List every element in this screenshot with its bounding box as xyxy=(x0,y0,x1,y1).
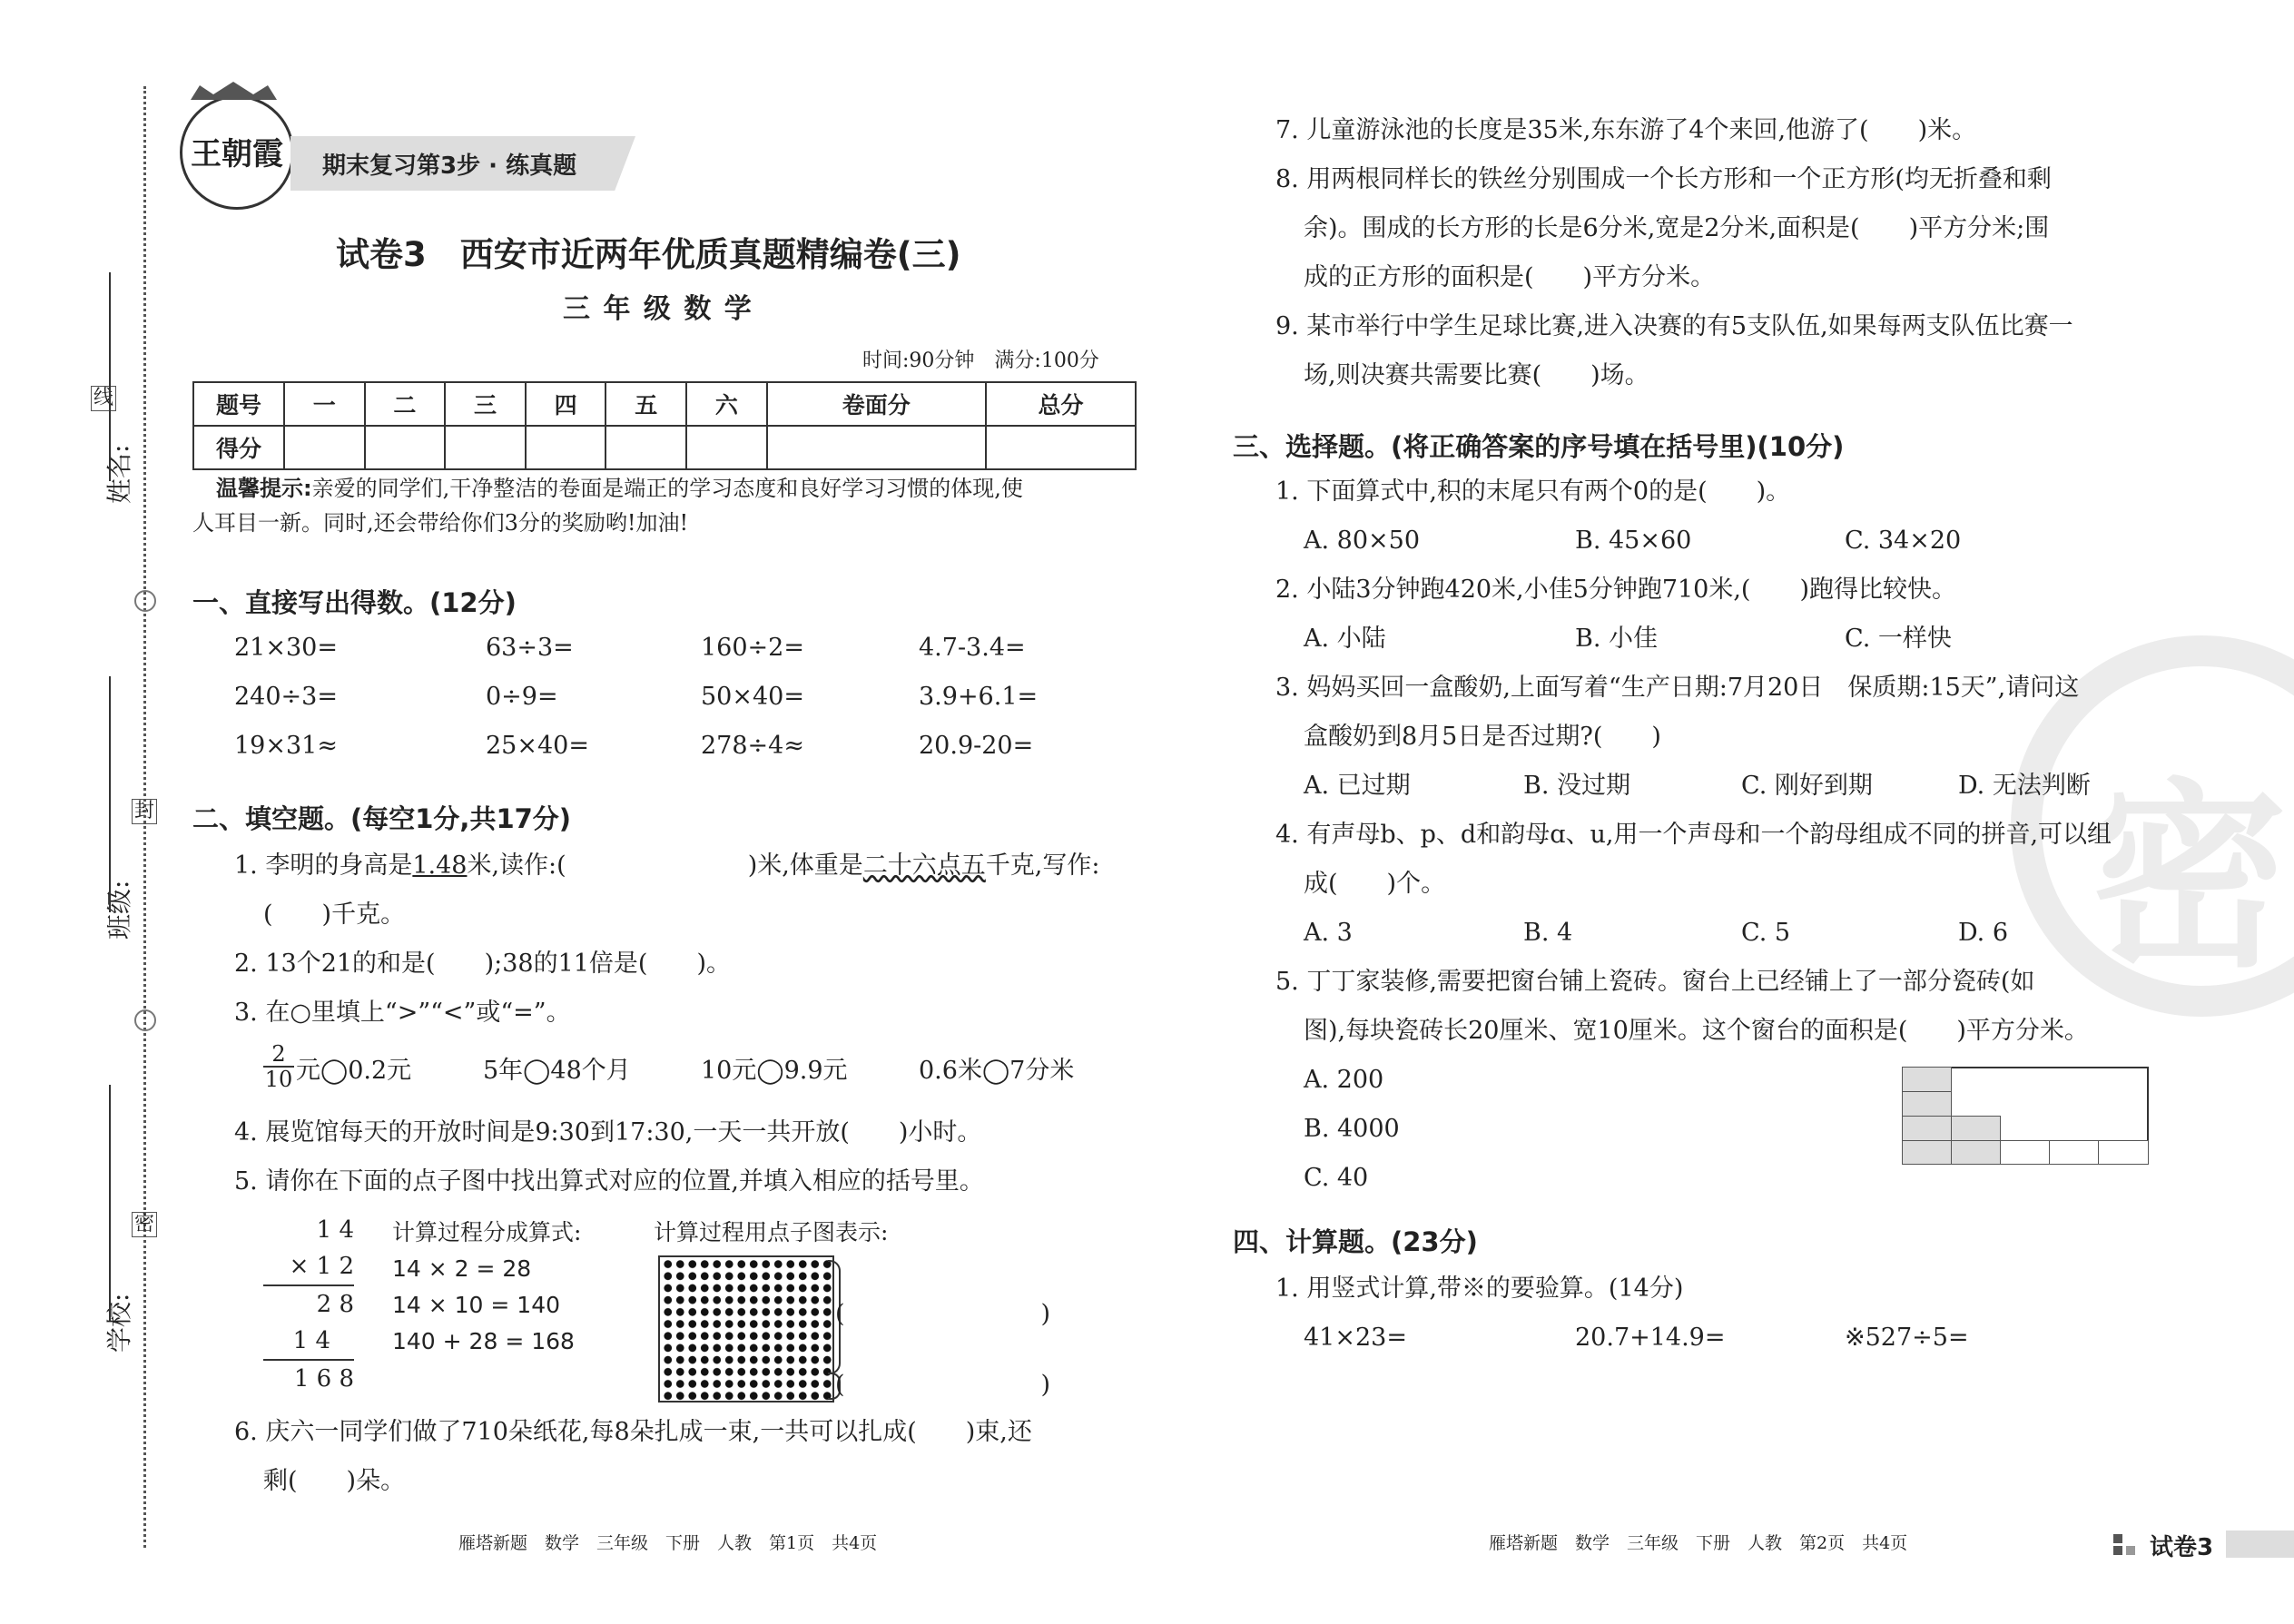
calc-item: 3.9+6.1= xyxy=(919,683,1039,711)
question-2-3: 3. 在○里填上“>”“<”或“=”。 xyxy=(234,999,571,1027)
table-cell: 卷面分 xyxy=(767,382,986,426)
tile xyxy=(2000,1140,2050,1165)
footer-tag-bar xyxy=(2226,1530,2294,1558)
vertical-line: 1 4 xyxy=(316,1216,354,1244)
section-4-title: 四、计算题。(23分) xyxy=(1233,1226,1478,1257)
question-2-8-cont: 余)。围成的长方形的长是6分米,宽是2分米,面积是( )平方分米;围 xyxy=(1304,214,2050,242)
tile xyxy=(1951,1116,2001,1141)
fraction-denominator: 10 xyxy=(264,1067,293,1092)
calc-item: 21×30= xyxy=(234,634,338,662)
score-input-cell[interactable] xyxy=(445,426,526,469)
class-field[interactable] xyxy=(109,676,111,912)
question-2-7: 7. 儿童游泳池的长度是35米,东东游了4个来回,他游了( )米。 xyxy=(1275,116,1977,144)
question-2-4: 4. 展览馆每天的开放时间是9:30到17:30,一天一共开放( )小时。 xyxy=(234,1118,982,1147)
dots-title: 计算过程用点子图表示: xyxy=(654,1219,889,1245)
binding-hole-icon xyxy=(134,1009,156,1031)
compare-item: 元◯0.2元 xyxy=(296,1057,412,1085)
table-cell: 得分 xyxy=(193,426,284,469)
tip-label: 温馨提示: xyxy=(216,476,312,501)
table-cell: 五 xyxy=(605,382,686,426)
option[interactable]: C. 刚好到期 xyxy=(1741,772,1873,800)
tip-line-2: 人耳目一新。同时,还会带给你们3分的奖励哟!加油! xyxy=(192,510,689,536)
question-2-6: 6. 庆六一同学们做了710朵纸花,每8朵扎成一束,一共可以扎成( )束,还 xyxy=(234,1418,1032,1446)
step-line: 14 × 2 = 28 xyxy=(392,1255,532,1282)
q-text: 米,读作:( xyxy=(467,851,566,880)
score-input-cell[interactable] xyxy=(526,426,606,469)
table-row xyxy=(193,426,1136,469)
tile xyxy=(1951,1140,2001,1165)
step-line: 140 + 28 = 168 xyxy=(392,1328,575,1354)
question-2-1-cont: ( )千克。 xyxy=(263,901,406,929)
table-row xyxy=(193,382,1136,426)
question-2-8: 8. 用两根同样长的铁丝分别围成一个长方形和一个正方形(均无折叠和剩 xyxy=(1275,165,2052,193)
question-3-4: 4. 有声母b、p、d和韵母ɑ、u,用一个声母和一个韵母组成不同的拼音,可以组 xyxy=(1275,821,2112,849)
question-3-4-cont: 成( )个。 xyxy=(1304,870,1446,898)
score-input-cell[interactable] xyxy=(767,426,986,469)
question-3-3-cont: 盒酸奶到8月5日是否过期?( ) xyxy=(1304,723,1661,751)
score-input-cell[interactable] xyxy=(686,426,767,469)
seal-char-mi: 密 xyxy=(132,1212,157,1237)
option[interactable]: D. 无法判断 xyxy=(1958,772,2091,800)
score-table xyxy=(192,381,1137,470)
tile xyxy=(2098,1140,2149,1165)
page-title: 试卷3 西安市近两年优质真题精编卷(三) xyxy=(336,235,961,274)
class-label: 班级: xyxy=(104,880,134,940)
tile xyxy=(1902,1067,1952,1092)
score-input-cell[interactable] xyxy=(986,426,1136,469)
name-label: 姓名: xyxy=(104,444,134,504)
question-2-8-cont: 成的正方形的面积是( )平方分米。 xyxy=(1304,263,1716,291)
question-2-5: 5. 请你在下面的点子图中找出算式对应的位置,并填入相应的括号里。 xyxy=(234,1167,984,1196)
table-cell: 总分 xyxy=(986,382,1136,426)
school-field[interactable] xyxy=(109,1085,111,1321)
score-input-cell[interactable] xyxy=(284,426,365,469)
score-input-cell[interactable] xyxy=(365,426,446,469)
tip-text: 亲爱的同学们,干净整洁的卷面是端正的学习态度和良好学习习惯的体现,使 xyxy=(311,476,1023,501)
calc-item: 240÷3= xyxy=(234,683,338,711)
question-2-6-cont: 剩( )朵。 xyxy=(263,1467,406,1495)
question-4-1: 1. 用竖式计算,带※的要验算。(14分) xyxy=(1275,1275,1684,1303)
fraction-numerator: 2 xyxy=(271,1041,286,1067)
banner-text: 期末复习第3步 · 练真题 xyxy=(322,153,577,180)
footer-tag: 试卷3 xyxy=(2150,1534,2214,1561)
school-label: 学校: xyxy=(104,1293,134,1353)
calc-item: 20.9-20= xyxy=(919,732,1034,760)
option[interactable]: B. 小佳 xyxy=(1575,625,1659,653)
table-cell: 六 xyxy=(686,382,767,426)
option[interactable]: B. 4000 xyxy=(1304,1115,1400,1143)
seal-char-feng: 封 xyxy=(132,799,157,824)
option[interactable]: C. 40 xyxy=(1304,1164,1369,1192)
answer-bracket[interactable]: ( ) xyxy=(835,1371,1051,1399)
question-3-5: 5. 丁丁家装修,需要把窗台铺上瓷砖。窗台上已经铺上了一部分瓷砖(如 xyxy=(1275,968,2035,996)
calc-item: 160÷2= xyxy=(701,634,804,662)
question-2-1 xyxy=(234,848,1100,884)
table-cell: 二 xyxy=(365,382,446,426)
q-text: )米,体重是 xyxy=(747,851,863,880)
underlined-value: 二十六点五 xyxy=(862,851,986,880)
vertical-line: 1 4 xyxy=(263,1323,354,1361)
time-info: 时间:90分钟 满分:100分 xyxy=(862,349,1099,372)
binding-hole-icon xyxy=(134,590,156,612)
footer-right: 雁塔新题 数学 三年级 下册 人教 第2页 共4页 xyxy=(1489,1533,1908,1553)
question-3-3: 3. 妈妈买回一盒酸奶,上面写着“生产日期:7月20日 保质期:15天”,请问这 xyxy=(1275,674,2080,702)
footer-left: 雁塔新题 数学 三年级 下册 人教 第1页 共4页 xyxy=(458,1533,878,1553)
tip-line-1 xyxy=(216,470,1023,507)
dot-array-diagram xyxy=(658,1255,834,1403)
section-2-title: 二、填空题。(每空1分,共17分) xyxy=(192,803,572,834)
option[interactable]: A. 小陆 xyxy=(1304,625,1386,653)
watermark-seal-char: 密 xyxy=(2088,762,2289,994)
tile xyxy=(1902,1091,1952,1117)
question-3-2: 2. 小陆3分钟跑420米,小佳5分钟跑710米,( )跑得比较快。 xyxy=(1275,576,1957,604)
crown-icon xyxy=(186,82,281,102)
vertical-calc xyxy=(263,1212,354,1397)
calc-item: 50×40= xyxy=(701,683,804,711)
question-2-9: 9. 某市举行中学生足球比赛,进入决赛的有5支队伍,如果每两支队伍比赛一 xyxy=(1275,312,2073,340)
calc-item: 20.7+14.9= xyxy=(1575,1324,1726,1352)
section-3-title: 三、选择题。(将正确答案的序号填在括号里)(10分) xyxy=(1233,431,1845,462)
compare-item: 0.6米◯7分米 xyxy=(919,1057,1075,1085)
step-line: 14 × 10 = 140 xyxy=(392,1292,561,1318)
q-text: 1. 李明的身高是 xyxy=(234,851,413,880)
option[interactable]: C. 一样快 xyxy=(1845,625,1952,653)
q-text: 千克,写作: xyxy=(985,851,1100,880)
option[interactable]: A. 3 xyxy=(1304,919,1353,947)
fraction xyxy=(263,1042,294,1091)
section-1-title: 一、直接写出得数。(12分) xyxy=(192,587,517,618)
tile xyxy=(1902,1140,1952,1165)
tile xyxy=(1902,1116,1952,1141)
compare-item: 5年◯48个月 xyxy=(483,1057,631,1085)
question-2-2: 2. 13个21的和是( );38的11倍是( )。 xyxy=(234,950,731,978)
question-2-9-cont: 场,则决赛共需要比赛( )场。 xyxy=(1304,361,1649,389)
question-3-5-cont: 图),每块瓷砖长20厘米、宽10厘米。这个窗台的面积是( )平方分米。 xyxy=(1304,1017,2089,1045)
steps-title: 计算过程分成算式: xyxy=(392,1219,582,1245)
option[interactable]: B. 没过期 xyxy=(1523,772,1631,800)
name-field[interactable] xyxy=(109,272,111,481)
table-cell: 四 xyxy=(526,382,606,426)
calc-item: 0÷9= xyxy=(486,683,558,711)
calc-item: 278÷4≈ xyxy=(701,732,804,760)
grid-squares-icon xyxy=(2113,1534,2141,1556)
option[interactable]: A. 已过期 xyxy=(1304,772,1411,800)
underlined-value: 1.48 xyxy=(412,851,468,880)
calc-item: 4.7-3.4= xyxy=(919,634,1026,662)
seal-char-xian: 线 xyxy=(91,386,116,411)
answer-bracket[interactable]: ( ) xyxy=(835,1300,1051,1328)
option[interactable]: C. 34×20 xyxy=(1845,527,1962,555)
option[interactable]: C. 5 xyxy=(1741,919,1791,947)
calc-item: 41×23= xyxy=(1304,1324,1407,1352)
vertical-line: 2 8 xyxy=(316,1291,354,1318)
option[interactable]: A. 200 xyxy=(1304,1066,1384,1094)
tile xyxy=(2049,1140,2099,1165)
option[interactable]: B. 4 xyxy=(1523,919,1573,947)
calc-item: 19×31≈ xyxy=(234,732,338,760)
page-subtitle: 三 年 级 数 学 xyxy=(563,293,753,325)
option[interactable]: B. 45×60 xyxy=(1575,527,1692,555)
calc-item: 63÷3= xyxy=(486,634,574,662)
option[interactable]: D. 6 xyxy=(1958,919,2009,947)
calc-item: 25×40= xyxy=(486,732,589,760)
table-cell: 一 xyxy=(284,382,365,426)
table-cell: 三 xyxy=(445,382,526,426)
brand-logo-text: 王朝霞 xyxy=(191,136,283,172)
question-3-1: 1. 下面算式中,积的末尾只有两个0的是( )。 xyxy=(1275,477,1791,506)
calc-item: ※527÷5= xyxy=(1845,1324,1969,1352)
compare-item: 10元◯9.9元 xyxy=(701,1057,848,1085)
brand-logo xyxy=(180,95,294,210)
option[interactable]: A. 80×50 xyxy=(1304,527,1420,555)
vertical-line: 1 6 8 xyxy=(293,1365,354,1393)
score-input-cell[interactable] xyxy=(605,426,686,469)
table-cell: 题号 xyxy=(193,382,284,426)
vertical-line: × 1 2 xyxy=(263,1248,354,1286)
